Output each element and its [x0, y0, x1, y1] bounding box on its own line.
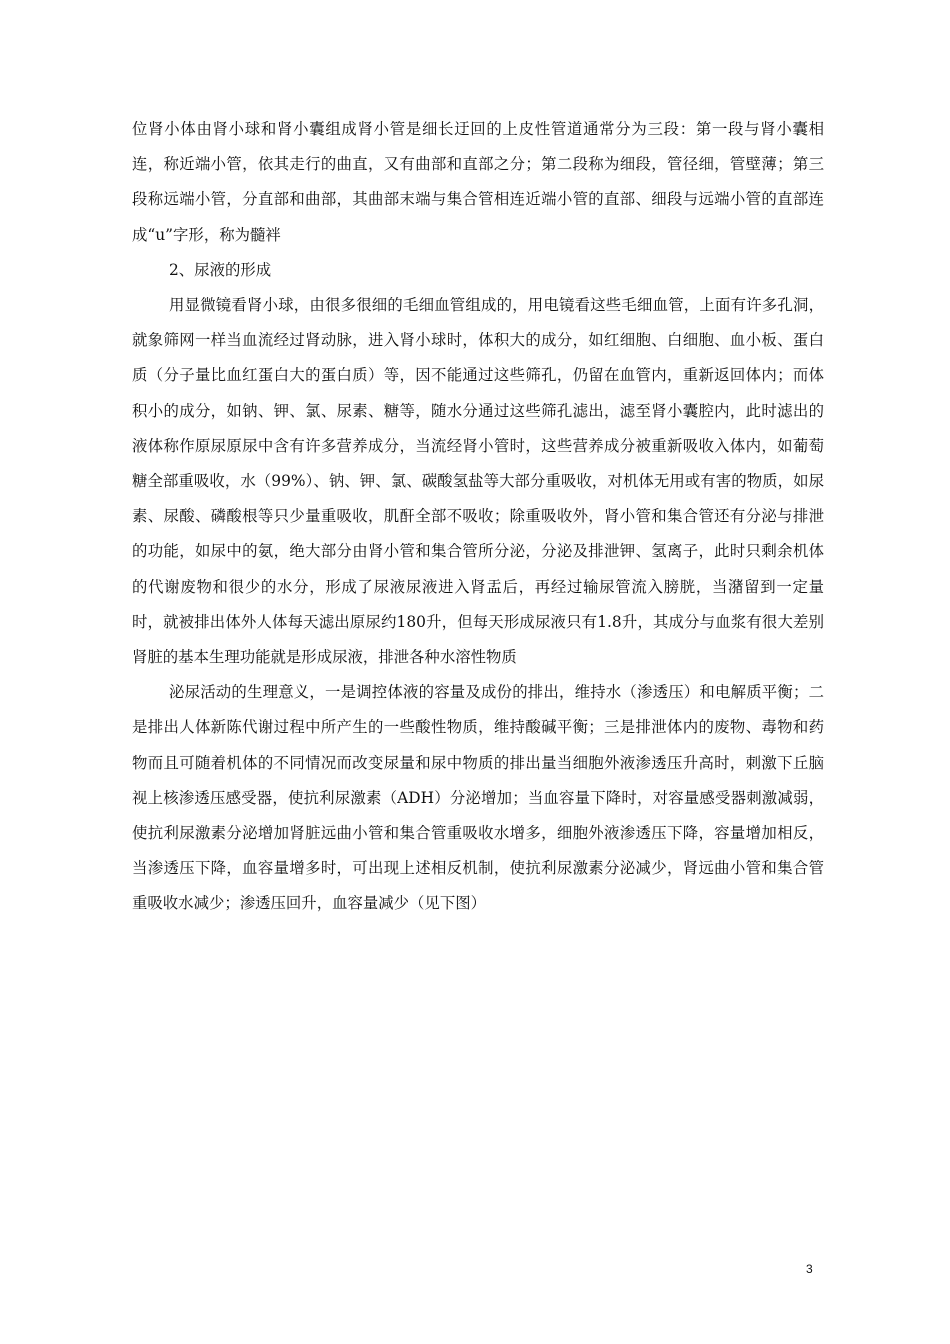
section-heading-urine-formation: 2、尿液的形成 — [169, 260, 272, 279]
paragraph-physiological-significance: 泌尿活动的生理意义，一是调控体液的容量及成份的排出，维持水（渗透压）和电解质平衡；二是排出人体新陈代谢过程中所产生的一些酸性物质，维持酸碱平衡；三是排泄体内的废物、毒物和药物而且可随着机体的不同情况而改变尿量和尿中物质的排出量当细胞外液渗透压升高时，刺激下丘脑视上核渗透压感受器，使抗利尿激素（ADH）分泌增加；当血容量下降时，对容量感受器刺激减弱，使抗利尿激素分泌增加肾脏远曲小管和集合管重吸收水增多，细胞外液渗透压下降，容量增加相反，当渗透压下降，血容量增多时，可出现上述相反机制，使抗利尿激素分泌减少，肾远曲小管和集合管重吸收水减少；渗透压回升，血容量减少（见下图） — [132, 683, 824, 913]
paragraph-urine-formation: 用显微镜看肾小球，由很多很细的毛细血管组成的，用电镜看这些毛细血管，上面有许多孔洞，就象筛网一样当血流经过肾动脉，进入肾小球时，体积大的成分，如红细胞、白细胞、血小板、蛋白质（分子量比血红蛋白大的蛋白质）等，因不能通过这些筛孔，仍留在血管内，重新返回体内；而体积小的成分，如钠、钾、氯、尿素、糖等，随水分通过这些筛孔滤出，滤至肾小囊腔内，此时滤出的液体称作原尿原尿中含有许多营养成分，当流经肾小管时，这些营养成分被重新吸收入体内，如葡萄糖全部重吸收，水（99%）、钠、钾、氯、碳酸氢盐等大部分重吸收，对机体无用或有害的物质，如尿素、尿酸、磷酸根等只少量重吸收，肌酐全部不吸收；除重吸收外，肾小管和集合管还有分泌与排泄的功能，如尿中的氨，绝大部分由肾小管和集合管所分泌，分泌及排泄钾、氢离子，此时只剩余机体的代谢废物和很少的水分，形成了尿液尿液进入肾盂后，再经过输尿管流入膀胱，当潴留到一定量时，就被排出体外人体每天滤出原尿约180升，但每天形成尿液只有1.8升，其成分与血浆有很大差别肾脏的基本生理功能就是形成尿液，排泄各种水溶性物质 — [132, 296, 824, 667]
page-number: 3 — [806, 1262, 813, 1276]
document-body — [132, 112, 824, 922]
paragraph-renal-tubule: 位肾小体由肾小球和肾小囊组成肾小管是细长迂回的上皮性管道通常分为三段：第一段与肾小囊相连，称近端小管，依其走行的曲直，又有曲部和直部之分；第二段称为细段，管径细，管壁薄；第三段称远端小管，分直部和曲部，其曲部末端与集合管相连近端小管的直部、细段与远端小管的直部连成“u”字形，称为髓袢 — [132, 120, 824, 244]
